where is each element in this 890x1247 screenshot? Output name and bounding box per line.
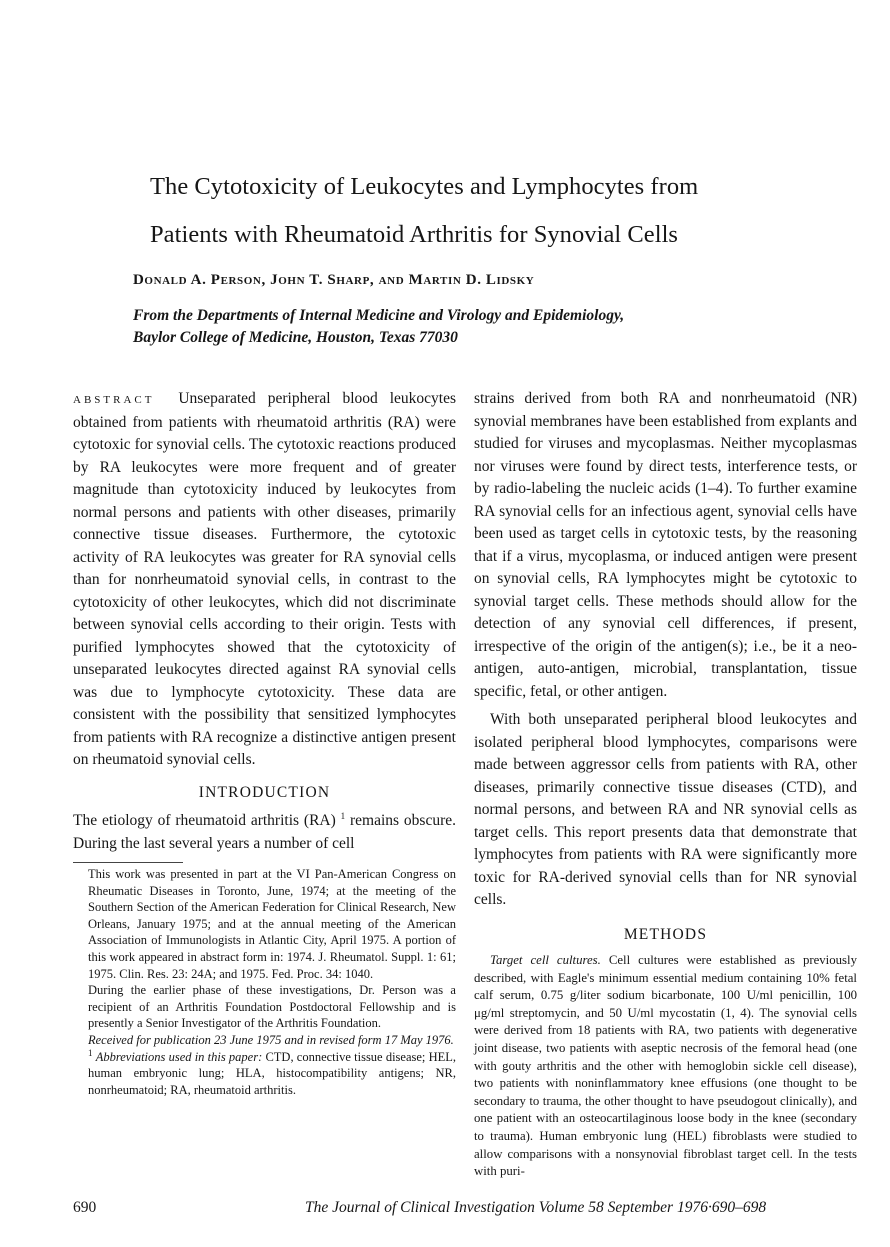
page-number: 690 <box>73 1199 97 1216</box>
introduction-text-before: The etiology of rheumatoid arthritis (RA) <box>73 812 336 829</box>
article-title-line-1: The Cytotoxicity of Leukocytes and Lymphocytes from <box>150 173 699 200</box>
abbreviations-text: CTD, connective tissue disease; HEL, human embryonic lung; HLA, histocompatibility antigens; NR, nonrheumatoid; RA, rheumatoid arthritis. <box>88 1049 457 1097</box>
left-column <box>73 388 456 855</box>
affiliation-line-1: From the Departments of Internal Medicine and Virology and Epidemiology, <box>133 307 625 324</box>
methods-subhead: Target cell cultures. <box>490 953 601 967</box>
methods-text: Cell cultures were established as previously described, with Eagle's minimum essential medium containing 10% fetal calf serum, 0.75 g/liter sodium bicarbonate, 100 U/ml penicillin, 100 μg/ml streptomycin, and 50 U/ml mycostatin (1, 4). The synovial cells were derived from 18 patients with RA, two patients with degenerative joint disease, two patients with aseptic necrosis of the femoral head (one with gouty arthritis and the other with hemoglobin sickle cell disease), two patients with noninflammatory knee effusions (one thought to be secondary to trauma, the other thought to have pseudogout clinically), and one patient with an osteocartilaginous loose body in the knee (secondary to trauma). Human embryonic lung (HEL) fibroblasts were studied to allow comparisons with a nonsynovial fibroblast target cell. In the tests with puri- <box>474 953 857 1179</box>
footnote-presented: This work was presented in part at the VI Pan-American Congress on Rheumatic Diseases in Toronto, June, 1974; at the meeting of the Southern Section of the American Federation for Clinical Research, New Orleans, January 1975; and at the annual meeting of the American Association of Immunologists in Atlantic City, April 1975. A portion of this work appeared in abstract form in: 1974. J. Rheumatol. Suppl. 1: 61; 1975. Clin. Res. 23: 24A; and 1975. Fed. Proc. 34: 1040. <box>88 867 456 981</box>
methods-heading: METHODS <box>623 925 708 943</box>
footnote-received: Received for publication 23 June 1975 and in revised form 17 May 1976. <box>88 1032 454 1047</box>
introduction-heading: INTRODUCTION <box>198 783 331 801</box>
right-column <box>474 388 857 1181</box>
introduction-text-after: remains obscure. During the last several years a number of cell <box>73 812 456 852</box>
methods-paragraph <box>474 952 857 1181</box>
affiliation-line-2: Baylor College of Medicine, Houston, Texas 77030 <box>133 329 458 346</box>
footnote-divider <box>73 862 183 863</box>
abbreviations-marker: 1 <box>88 1047 93 1058</box>
abstract-text: Unseparated peripheral blood leukocytes obtained from patients with rheumatoid arthritis (RA) were cytotoxic for synovial cells. The cytotoxic reactions produced by RA leukocytes were more frequent and of greater magnitude than cytotoxicity induced by leukocytes from normal persons and patients with other diseases, primarily connective tissue diseases. Furthermore, the cytotoxic activity of RA leukocytes was greater for RA synovial cells than for nonrheumatoid synovial cells, in contrast to the cytotoxicity of other leukocytes, which did not discriminate between synovial cells according to their origin. Tests with purified lymphocytes showed that the cytotoxicity of unseparated leukocytes directed against RA synovial cells was due to lymphocyte cytotoxicity. These data are consistent with the possibility that sensitized lymphocytes from patients with RA recognize a distinctive antigen present on rheumatoid synovial cells. <box>73 390 456 768</box>
abstract-label: ABSTRACT <box>73 394 155 406</box>
introduction-paragraph-1 <box>73 810 456 855</box>
abbreviations-label: Abbreviations used in this paper: <box>95 1049 263 1064</box>
footnotes <box>88 866 456 1098</box>
footnote-abbreviations <box>88 1049 456 1099</box>
introduction-paragraph-3: With both unseparated peripheral blood leukocytes and isolated peripheral blood lymphocytes, comparisons were made between aggressor cells from patients with RA, other diseases, primarily connective tissue diseases (CTD), and normal persons, and between RA and NR synovial cells as target cells. This report presents data that demonstrate that lymphocytes from patients with RA were significantly more toxic for RA-derived synovial cells than for NR synovial cells. <box>474 711 857 908</box>
footnote-marker: 1 <box>340 810 346 821</box>
footnote-fellowship: During the earlier phase of these investigations, Dr. Person was a recipient of an Arthritis Foundation Postdoctoral Fellowship and is presently a Senior Investigator of the Arthritis Foundation. <box>88 983 456 1031</box>
introduction-paragraph-2: strains derived from both RA and nonrheumatoid (NR) synovial membranes have been established from explants and studied for viruses and mycoplasmas. Neither mycoplasmas nor viruses were found by direct tests, interference tests, or by radio-labeling the nucleic acids (1–4). To further examine RA synovial cells for an infectious agent, synovial cells have been used as target cells in cytotoxic tests, by the reasoning that if a virus, mycoplasma, or induced antigen were present on synovial cells, RA lymphocytes might be cytotoxic to synovial target cells. These methods should allow for the detection of any synovial cell differences, if present, irrespective of the origin of the antigen(s); i.e., be it a neo-antigen, auto-antigen, microbial, transplantation, tissue specific, fetal, or other antigen. <box>474 390 857 700</box>
article-title-line-2: Patients with Rheumatoid Arthritis for Synovial Cells <box>150 221 679 248</box>
affiliation <box>133 305 624 349</box>
journal-citation: The Journal of Clinical Investigation Volume 58 September 1976·690–698 <box>305 1199 767 1216</box>
author-list: Donald A. Person, John T. Sharp, and Martin D. Lidsky <box>133 272 535 288</box>
article-title <box>150 163 800 259</box>
abstract <box>73 388 456 772</box>
